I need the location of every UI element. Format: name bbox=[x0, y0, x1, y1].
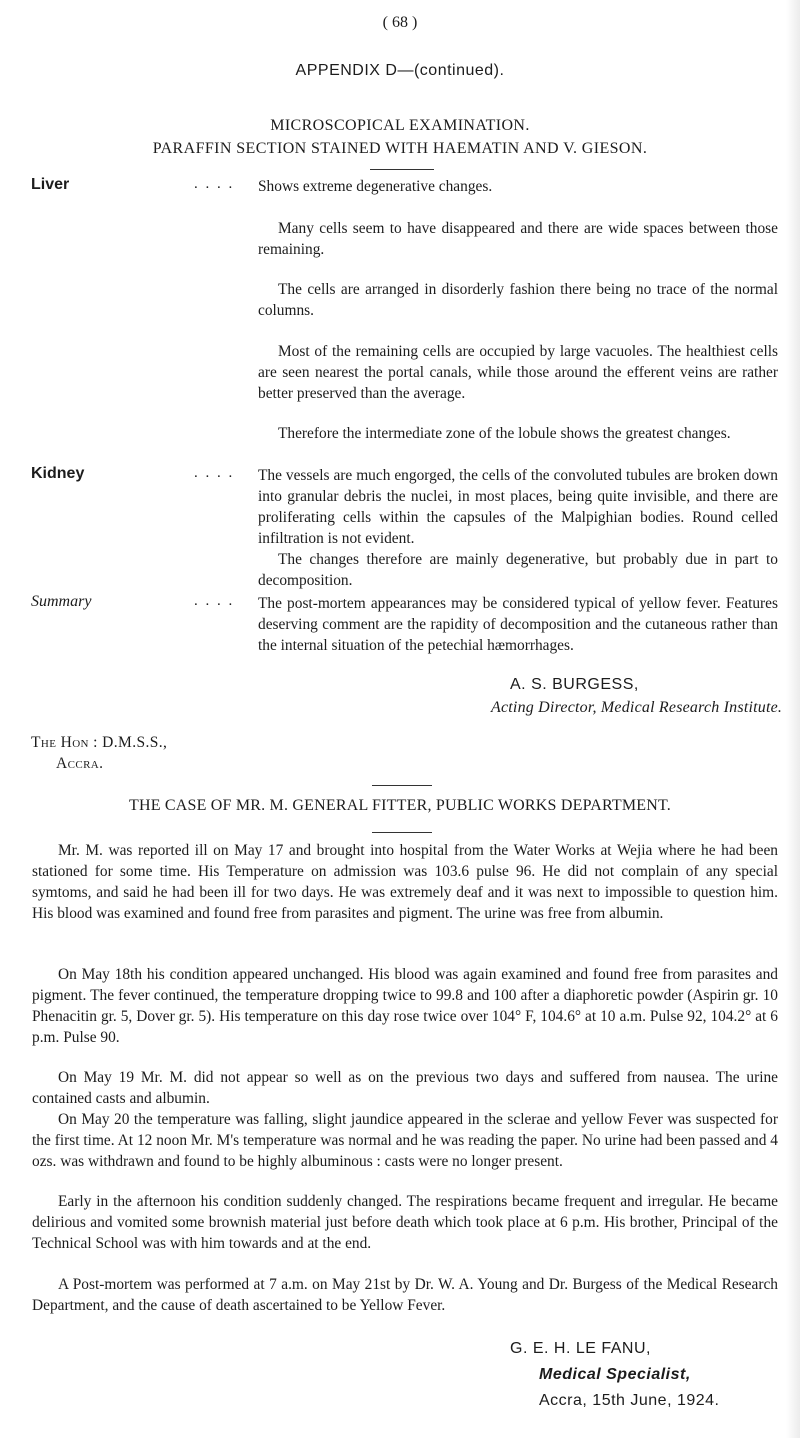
leader-dots: . . . . bbox=[194, 176, 235, 192]
liver-paragraph: Most of the remaining cells are occupied by large vacuoles. The healthiest cells are seen nearest the portal canals, while those around the efferent veins are rather better preserved than the average. bbox=[258, 343, 778, 402]
summary-label: Summary bbox=[31, 593, 92, 610]
page-number: ( 68 ) bbox=[382, 14, 418, 31]
divider bbox=[370, 169, 434, 170]
summary-paragraph: The post-mortem appearances may be considered typical of yellow fever. Features deserving comment are the rapidity of decomposition and the cutaneous rather than the internal situation of the petechial hæmorrhages. bbox=[258, 595, 778, 654]
case-paragraph: A Post-mortem was performed at 7 a.m. on May 21st by Dr. W. A. Young and Dr. Burgess of the Medical Research Department, and the cause of death ascertained to be Yellow Fever. bbox=[32, 1276, 778, 1314]
case-paragraph: On May 19 Mr. M. did not appear so well as on the previous two days and suffered from nausea. The urine contained casts and albumin. bbox=[32, 1069, 778, 1107]
addressee-line: The Hon : D.M.S.S., bbox=[31, 734, 168, 751]
liver-label: Liver bbox=[31, 176, 70, 193]
signature-name: G. E. H. LE FANU, bbox=[510, 1340, 651, 1357]
signature-name: A. S. BURGESS, bbox=[510, 676, 639, 693]
divider bbox=[372, 832, 432, 833]
kidney-paragraph: The changes therefore are mainly degenerative, but probably due in part to decomposition. bbox=[258, 551, 778, 589]
section-title-microscopical: MICROSCOPICAL EXAMINATION. bbox=[270, 117, 530, 134]
leader-dots: . . . . bbox=[194, 465, 235, 481]
liver-paragraph: Therefore the intermediate zone of the lobule shows the greatest changes. bbox=[278, 425, 731, 442]
liver-paragraph: Shows extreme degenerative changes. bbox=[258, 178, 493, 195]
leader-dots: . . . . bbox=[194, 593, 235, 609]
case-paragraph: On May 18th his condition appeared unchanged. His blood was again examined and found free from parasites and pigment. The fever continued, the temperature dropping twice to 99.8 and 100 after a diaphoretic powder (Aspirin gr. 10 Phenacitin gr. 5, Dover gr. 5). His temperature on this day rose twice over 104° F, 104.6° at 10 a.m. Pulse 92, 104.2° at 6 p.m. Pulse 90. bbox=[32, 966, 778, 1046]
section-title-paraffin: PARAFFIN SECTION STAINED WITH HAEMATIN AND V. GIESON. bbox=[152, 140, 648, 157]
divider bbox=[372, 785, 432, 786]
signature-title: Medical Specialist, bbox=[539, 1366, 691, 1383]
liver-paragraph: The cells are arranged in disorderly fashion there being no trace of the normal columns. bbox=[258, 281, 778, 319]
case-paragraph: Early in the afternoon his condition suddenly changed. The respirations became frequent and irregular. He became delirious and vomited some brownish material just before death which took place at 6 p.m. His brother, Principal of the Technical School was with him towards and at the end. bbox=[32, 1193, 778, 1252]
kidney-paragraph: The vessels are much engorged, the cells of the convoluted tubules are broken down into granular debris the nuclei, in most places, being quite invisible, and there are proliferating cells within the capsules of the Malpighian bodies. Round celled infiltration is not evident. bbox=[258, 467, 778, 547]
signature-date: Accra, 15th June, 1924. bbox=[539, 1392, 720, 1409]
case-paragraph: On May 20 the temperature was falling, slight jaundice appeared in the sclerae and yellow Fever was suspected for the first time. At 12 noon Mr. M's temperature was normal and he was reading the paper. No urine had been passed and 4 ozs. was withdrawn and found to be highly albuminous : casts were no longer present. bbox=[32, 1111, 778, 1170]
signature-title: Acting Director, Medical Research Institute. bbox=[491, 699, 783, 716]
addressee-line: Accra. bbox=[56, 755, 104, 772]
liver-paragraph: Many cells seem to have disappeared and there are wide spaces between those remaining. bbox=[258, 220, 778, 258]
kidney-label: Kidney bbox=[31, 465, 85, 482]
case-title: THE CASE OF MR. M. GENERAL FITTER, PUBLIC WORKS DEPARTMENT. bbox=[129, 797, 671, 814]
case-paragraph: Mr. M. was reported ill on May 17 and brought into hospital from the Water Works at Wejia where he had been stationed for some time. His Temperature on admission was 103.6 pulse 96. He did not complain of any special symtoms, and said he had been ill for two days. He was extremely deaf and it was next to impossible to question him. His blood was examined and found free from parasites and pigment. The urine was free from albumin. bbox=[32, 842, 778, 922]
page-edge-shadow bbox=[786, 0, 800, 1438]
appendix-title: APPENDIX D—(continued). bbox=[295, 62, 505, 79]
